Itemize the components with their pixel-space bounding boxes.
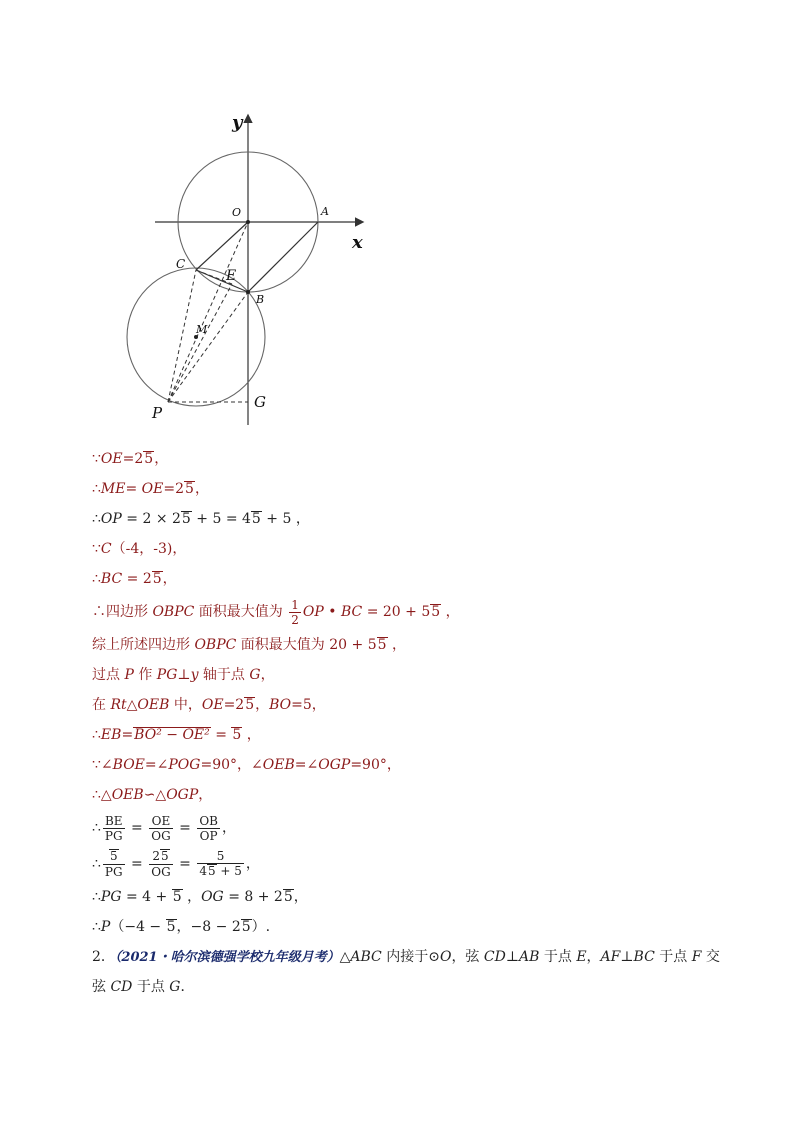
text: 交: [701, 949, 720, 965]
dashed-po: [168, 222, 248, 402]
numerator: [149, 849, 172, 864]
text: ，: [260, 667, 275, 683]
text: + 5 = 4: [191, 511, 251, 527]
text: ∽△: [143, 787, 167, 803]
var: P: [124, 667, 134, 683]
line-2: [92, 474, 732, 504]
line-11: [92, 750, 732, 780]
text: 中，: [169, 697, 202, 713]
var: OGP: [318, 757, 351, 773]
line-16: [92, 912, 732, 942]
segment-ab: [248, 222, 318, 292]
numerator: 1: [291, 597, 299, 612]
var: OG: [201, 889, 224, 905]
text: 作: [133, 667, 157, 683]
var: BOE: [112, 757, 145, 773]
var: C: [100, 541, 112, 557]
sqrt: 5: [283, 889, 293, 905]
var: BC: [340, 604, 363, 620]
numerator: 5: [197, 849, 244, 864]
var: CD: [483, 949, 506, 965]
text: =90°，: [350, 757, 401, 773]
numerator: OE: [149, 814, 172, 829]
denominator: 2: [291, 612, 299, 627]
var: OE: [100, 451, 123, 467]
denominator: OG: [151, 828, 171, 843]
sqrt: 5: [166, 919, 176, 935]
text: =90°，∠: [200, 757, 263, 773]
text: ）.: [251, 919, 271, 935]
sqrt: 5: [245, 697, 255, 713]
text: 在: [92, 697, 111, 713]
fraction: [197, 814, 220, 843]
text: ，: [221, 820, 236, 836]
text: 于点: [539, 949, 577, 965]
line-1: [92, 444, 732, 474]
therefore-symbol: ∴: [92, 919, 101, 935]
therefore-symbol: ∴: [92, 820, 101, 836]
var: OEB: [137, 697, 170, 713]
therefore-symbol: ∴: [92, 604, 106, 620]
text: ，: [293, 889, 308, 905]
fraction: [103, 849, 125, 878]
text: △: [339, 949, 351, 965]
sqrt: 5: [160, 849, 169, 864]
line-12: [92, 780, 732, 810]
text: =: [125, 481, 142, 497]
text: =2: [122, 451, 144, 467]
sqrt: 5: [241, 919, 251, 935]
sqrt: 5: [181, 511, 191, 527]
var: OE: [201, 697, 224, 713]
var: PG: [100, 889, 122, 905]
numerator: OB: [199, 813, 218, 828]
text: =∠: [294, 757, 319, 773]
point-o: [246, 220, 250, 224]
fraction: [197, 849, 244, 878]
numerator: [103, 849, 125, 864]
sqrt: 5: [152, 571, 162, 587]
question-2-cont: [92, 972, 732, 1002]
therefore-symbol: ∴: [92, 787, 101, 803]
solution-text: [92, 444, 732, 1002]
text: + 5: [216, 864, 242, 879]
var: POG: [168, 757, 201, 773]
therefore-symbol: ∴: [92, 727, 101, 743]
therefore-symbol: ∴: [92, 511, 101, 527]
text: 于点: [132, 979, 170, 995]
text: ∠: [100, 757, 113, 773]
denominator: OG: [151, 864, 171, 879]
therefore-symbol: ∵: [92, 451, 101, 467]
label-y: y: [232, 112, 243, 133]
fraction: [289, 598, 301, 627]
text: •: [323, 604, 341, 620]
text: =: [121, 727, 134, 743]
text: =: [174, 856, 196, 872]
text: 四边形: [106, 604, 153, 620]
text: =2: [163, 481, 185, 497]
var: OBPC: [152, 604, 195, 620]
text: 4: [199, 864, 207, 879]
line-10: [92, 720, 732, 750]
var: OEB: [111, 787, 144, 803]
line-7: [92, 630, 732, 660]
sqrt: 5: [207, 864, 216, 879]
var: AF: [600, 949, 621, 965]
numerator: BE: [103, 814, 125, 829]
label-a: A: [321, 205, 329, 218]
therefore-symbol: ∴: [92, 481, 101, 497]
var: BC: [633, 949, 655, 965]
segment-oc: [196, 222, 248, 270]
line-14: [92, 846, 732, 882]
therefore-symbol: ∴: [92, 571, 101, 587]
line-13: [92, 810, 732, 846]
text: 综上所述四边形: [92, 637, 195, 653]
text: 弦: [92, 979, 111, 995]
text: 内接于⊙: [381, 949, 440, 965]
var: ABC: [350, 949, 382, 965]
var: OP: [302, 604, 324, 620]
var: G: [249, 667, 261, 683]
text: = 4 +: [121, 889, 172, 905]
text: △: [126, 697, 138, 713]
text: = 2 × 2: [121, 511, 181, 527]
sqrt: 5: [172, 889, 182, 905]
dashed-pe: [168, 284, 232, 402]
text: =: [210, 727, 232, 743]
text: ⊥: [505, 949, 519, 965]
var: F: [691, 949, 702, 965]
text: （-4，-3)，: [111, 541, 187, 557]
question-2: [92, 942, 732, 972]
var: OEB: [262, 757, 295, 773]
text: 过点: [92, 667, 125, 683]
text: = 2: [122, 571, 152, 587]
label-c: C: [176, 257, 186, 271]
text: ，: [154, 451, 169, 467]
sqrt: 5: [377, 637, 387, 653]
sqrt: 5: [144, 451, 154, 467]
label-g: G: [254, 393, 266, 411]
point-b: [246, 290, 250, 294]
var: OP: [100, 511, 122, 527]
var: PG: [156, 667, 178, 683]
text: =∠: [144, 757, 169, 773]
var: AB: [519, 949, 540, 965]
label-e: E: [226, 268, 237, 284]
text: =2: [223, 697, 245, 713]
text: ⊥: [620, 949, 634, 965]
var: P: [100, 919, 111, 935]
fraction: [149, 849, 172, 878]
line-5: [92, 564, 732, 594]
text: ，: [198, 787, 213, 803]
text: =: [174, 820, 196, 836]
var: EB: [100, 727, 122, 743]
line-3: [92, 504, 732, 534]
var: OBPC: [194, 637, 237, 653]
text: ，: [387, 637, 406, 653]
therefore-symbol: ∴: [92, 889, 101, 905]
var: OE: [141, 481, 164, 497]
text: 面积最大值为 20 + 5: [236, 637, 377, 653]
text: 面积最大值为: [194, 604, 288, 620]
label-b: B: [256, 293, 265, 306]
text: ．: [180, 979, 195, 995]
var: BC: [100, 571, 123, 587]
text: ⊥: [177, 667, 191, 683]
fraction: [103, 814, 125, 843]
line-9: [92, 690, 732, 720]
text: △: [100, 787, 112, 803]
text: ，: [182, 889, 202, 905]
text: ，: [194, 481, 209, 497]
text: =5，: [291, 697, 326, 713]
text: ，: [255, 697, 270, 713]
text: ，: [441, 604, 460, 620]
text: 2: [152, 849, 160, 864]
var: CD: [110, 979, 133, 995]
text: ，−8 − 2: [176, 919, 241, 935]
therefore-symbol: ∴: [92, 856, 101, 872]
var: O: [439, 949, 452, 965]
sqrt: 5: [232, 727, 242, 743]
text: 于点: [654, 949, 692, 965]
sqrt: 5: [431, 604, 441, 620]
label-p: P: [152, 404, 163, 422]
text: ，: [245, 856, 260, 872]
question-number: 2．: [92, 949, 115, 965]
denominator: OP: [199, 828, 218, 843]
line-4: [92, 534, 732, 564]
geometry-figure: [0, 0, 794, 440]
text: = 20 + 5: [362, 604, 431, 620]
var: BO: [269, 697, 292, 713]
text: 轴于点: [198, 667, 250, 683]
question-source: （2021・哈尔滨德强学校九年级月考）: [114, 950, 340, 965]
because-symbol: ∵: [92, 757, 101, 773]
text: =: [126, 820, 148, 836]
text: ，: [162, 571, 177, 587]
label-x: x: [352, 232, 363, 253]
label-o: O: [232, 206, 242, 219]
sqrt: 5: [251, 511, 261, 527]
label-m: M: [196, 323, 208, 336]
line-8: [92, 660, 732, 690]
var: y: [190, 667, 199, 683]
text: = 8 + 2: [223, 889, 283, 905]
var: ME: [100, 481, 126, 497]
text: =: [126, 856, 148, 872]
text: ，弦: [451, 949, 484, 965]
fraction: [149, 814, 172, 843]
line-15: [92, 882, 732, 912]
denominator: PG: [104, 864, 123, 879]
var: E: [576, 949, 587, 965]
denominator: [197, 864, 244, 878]
text: + 5 ，: [261, 511, 310, 527]
var: Rt: [110, 697, 127, 713]
denominator: PG: [104, 828, 123, 843]
text: ，: [242, 727, 261, 743]
var: OGP: [166, 787, 199, 803]
sqrt: BO² − OE²: [134, 727, 210, 743]
text: ，: [586, 949, 601, 965]
therefore-symbol: ∵: [92, 541, 101, 557]
sqrt: 5: [109, 849, 118, 864]
sqrt: 5: [185, 481, 194, 497]
line-6: [92, 594, 732, 630]
text: （−4 −: [110, 919, 166, 935]
var: G: [169, 979, 181, 995]
